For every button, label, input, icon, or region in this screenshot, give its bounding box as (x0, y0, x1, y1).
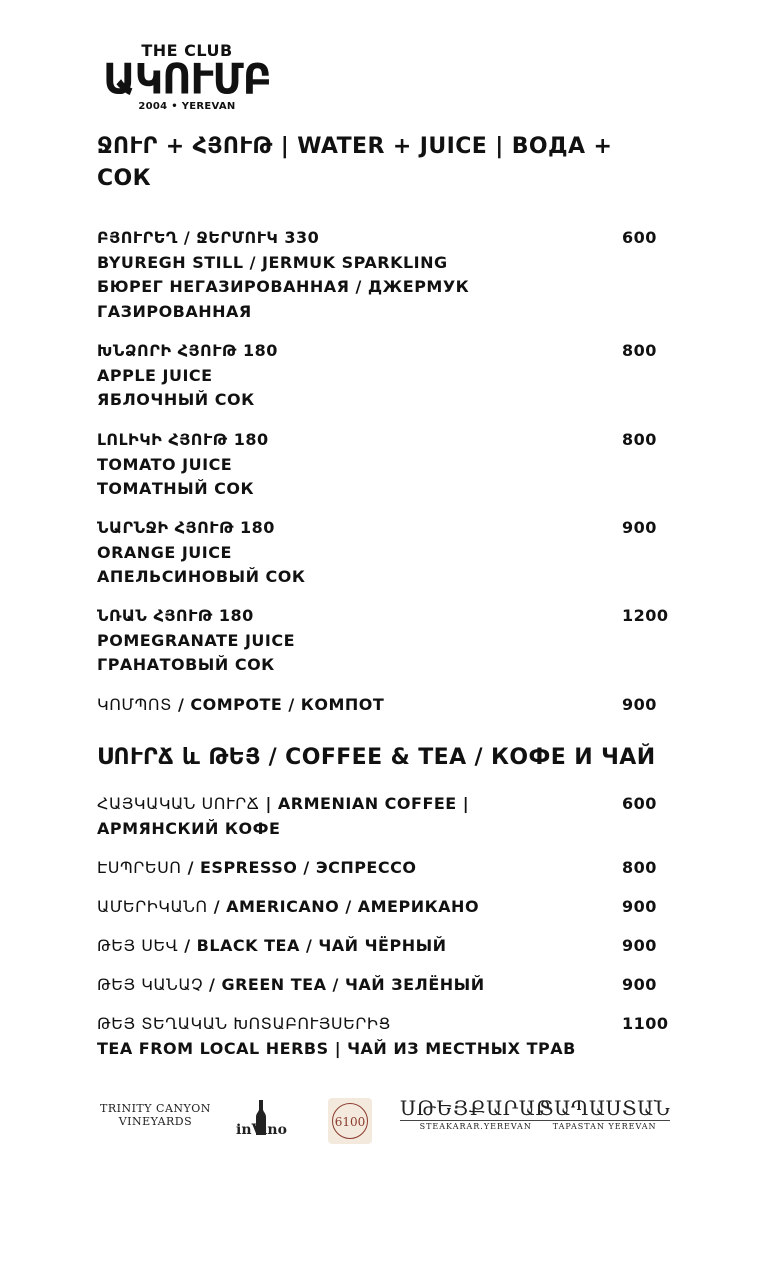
invino-text: inVino (236, 1122, 287, 1138)
item-name-armenian: ԱՄԵՐԻԿԱՆՈ (97, 897, 208, 916)
menu-item-tomato-juice (97, 428, 697, 502)
item-name-armenian: ՆՌԱՆ ՀՅՈՒԹ 180 (97, 606, 254, 625)
item-name-armenian: ԿՈՄՊՈՏ (97, 695, 172, 714)
item-name (97, 934, 697, 959)
menu-item-local-herbs-tea (97, 1012, 697, 1061)
item-name-russian: АРМЯНСКИЙ КОФЕ (97, 818, 281, 838)
badge-number: 6100 (334, 1115, 366, 1129)
item-name (97, 895, 697, 920)
section-heading-coffee-tea: ՍՈՒՐՃ և ԹԵՅ / COFFEE & TEA / КОФЕ И ЧАЙ (97, 745, 656, 770)
item-name-armenian: ԲՅՈՒՐԵՂ / ՋԵՐՄՈՒԿ 330 (97, 228, 320, 247)
heading-line-2: СОК (97, 166, 152, 191)
item-name-rest: / COMPOTE / КОМПОТ (171, 695, 385, 714)
item-name-russian: АПЕЛЬСИНОВЫЙ СОК (97, 567, 306, 586)
item-name-english: BYUREGH STILL / JERMUK SPARKLING (97, 252, 448, 272)
menu-item-apple-juice (97, 339, 697, 413)
steakarar-armenian: ՍԹԵՅՔԱՐԱՐ (400, 1096, 552, 1120)
item-name-english: TOMATO JUICE (97, 454, 233, 474)
item-name-russian-cont: ГАЗИРОВАННАЯ (97, 301, 252, 321)
item-price: 800 (622, 858, 657, 877)
club-logo (96, 42, 278, 114)
menu-item-armenian-coffee (97, 792, 697, 841)
menu-item-byuregh-jermuk (97, 226, 697, 324)
item-name-rest: | ARMENIAN COFFEE | (259, 794, 470, 813)
item-name-armenian: ԹԵՅ ՍԵՎ (97, 936, 179, 955)
menu-item-espresso (97, 856, 697, 881)
item-price: 800 (622, 341, 657, 360)
item-name (97, 693, 697, 718)
item-name-english: POMEGRANATE JUICE (97, 630, 296, 650)
item-name-english: ORANGE JUICE (97, 542, 232, 562)
item-price: 900 (622, 518, 657, 537)
item-name-rest: / AMERICANO / АМЕРИКАНО (207, 897, 480, 916)
item-price: 600 (622, 794, 657, 813)
item-price: 1100 (622, 1014, 669, 1033)
trinity-canyon-logo (100, 1102, 211, 1128)
item-name-armenian: ՀԱՅԿԱԿԱՆ ՍՈՒՐՃ (97, 794, 260, 813)
tapastan-logo (539, 1096, 670, 1132)
item-name-armenian: ԼՈԼԻԿԻ ՀՅՈՒԹ 180 (97, 430, 269, 449)
item-name-rest: / BLACK TEA / ЧАЙ ЧЁРНЫЙ (178, 936, 447, 955)
logo-bottom-text: 2004 • YEREVAN (138, 101, 236, 112)
item-name-armenian: ՆԱՐՆՋԻ ՀՅՈՒԹ 180 (97, 518, 275, 537)
item-name-english-russian: TEA FROM LOCAL HERBS | ЧАЙ ИЗ МЕСТНЫХ ТРАВ (97, 1038, 576, 1058)
item-price: 800 (622, 430, 657, 449)
item-name-armenian: ԽՆՁՈՐԻ ՀՅՈՒԹ 180 (97, 341, 278, 360)
6100-badge-logo (328, 1098, 372, 1144)
menu-item-compote (97, 693, 697, 718)
item-name-russian: ГРАНАТОВЫЙ СОК (97, 655, 275, 674)
partner-logos (96, 1092, 696, 1152)
menu-item-pomegranate-juice (97, 604, 697, 678)
item-name (97, 856, 697, 881)
item-name-armenian: ԹԵՅ ԿԱՆԱՉ (97, 975, 203, 994)
item-name-armenian: ԹԵՅ ՏԵՂԱԿԱՆ ԽՈՏԱԲՈՒՅՍԵՐԻՑ (97, 1014, 391, 1033)
item-name-russian: БЮРЕГ НЕГАЗИРОВАННАЯ / ДЖЕРМУК (97, 277, 470, 296)
item-name-russian: ЯБЛОЧНЫЙ СОК (97, 390, 255, 409)
logo-top-text: THE CLUB (141, 41, 233, 60)
menu-item-americano (97, 895, 697, 920)
item-price: 900 (622, 936, 657, 955)
trinity-line-2: VINEYARDS (118, 1115, 193, 1128)
tapastan-armenian: ՏԱՊԱՍՏԱՆ (539, 1096, 671, 1120)
item-price: 600 (622, 228, 657, 247)
logo-main-text: ԱԿՈՒՄԲ (103, 55, 271, 105)
steakarar-latin: STEAKARAR.YEREVAN (400, 1120, 551, 1132)
item-price: 900 (622, 975, 657, 994)
menu-item-orange-juice (97, 516, 697, 590)
item-price: 900 (622, 897, 657, 916)
item-name-armenian: ԷՍՊՐԵՍՈ (97, 858, 182, 877)
item-name-rest: / GREEN TEA / ЧАЙ ЗЕЛЁНЫЙ (202, 975, 485, 994)
heading-line-1: ՋՈՒՐ + ՀՅՈՒԹ | WATER + JUICE | ВОДА + (97, 134, 613, 159)
menu-item-green-tea (97, 973, 697, 998)
menu-item-black-tea (97, 934, 697, 959)
item-name-english: APPLE JUICE (97, 365, 213, 385)
item-price: 900 (622, 695, 657, 714)
item-name-rest: / ESPRESSO / ЭСПРЕССО (181, 858, 417, 877)
section-heading-water-juice (97, 131, 677, 195)
item-name (97, 973, 697, 998)
trinity-line-1: TRINITY CANYON (100, 1102, 211, 1115)
item-price: 1200 (622, 606, 669, 625)
steakarar-logo (400, 1096, 551, 1132)
invino-logo (236, 1096, 292, 1146)
item-name-russian: ТОМАТНЫЙ СОК (97, 479, 255, 498)
tapastan-latin: TAPASTAN YEREVAN (539, 1120, 670, 1132)
item-name (97, 792, 697, 817)
